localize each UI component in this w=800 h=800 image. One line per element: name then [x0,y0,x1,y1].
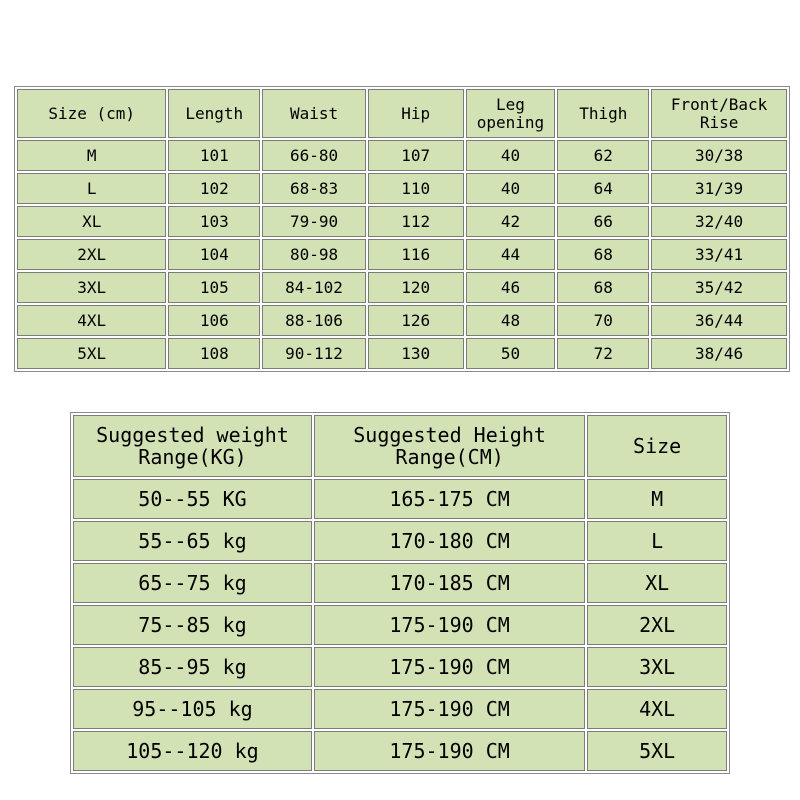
fit-guide-cell: 175-190 CM [314,605,585,645]
size-chart-cell: 64 [557,173,649,204]
size-chart-cell: 3XL [17,272,166,303]
size-chart-cell: 102 [168,173,260,204]
size-chart-cell: 46 [466,272,556,303]
size-chart-cell: L [17,173,166,204]
table-row [73,563,727,603]
fit-guide-cell: 75--85 kg [73,605,312,645]
fit-guide-header-label: Range(KG) [138,445,247,469]
fit-guide-cell: 170-180 CM [314,521,585,561]
size-chart-cell: 50 [466,338,556,369]
size-chart-header-cell [262,89,366,138]
table-row [17,338,787,369]
fit-guide-table [70,412,730,774]
size-chart-cell: 88-106 [262,305,366,336]
fit-guide-cell: 4XL [587,689,727,729]
size-chart-cell: 105 [168,272,260,303]
table-row [17,173,787,204]
size-chart-cell: 80-98 [262,239,366,270]
fit-guide-cell: 175-190 CM [314,689,585,729]
table-row [73,647,727,687]
size-chart-header-cell [368,89,464,138]
fit-guide-cell: 85--95 kg [73,647,312,687]
table-row [17,140,787,171]
fit-guide-header-row [73,415,727,477]
size-chart-cell: 104 [168,239,260,270]
table-row [73,731,727,771]
size-chart-header-label: Rise [699,112,739,132]
size-chart-cell: 68-83 [262,173,366,204]
size-chart-cell: 62 [557,140,649,171]
table-row [17,272,787,303]
size-chart-cell: 31/39 [651,173,787,204]
size-chart-header-label: Hip [401,103,431,123]
fit-guide-cell: 55--65 kg [73,521,312,561]
fit-guide-header-label: Suggested weight [96,423,289,447]
size-chart-cell: 30/38 [651,140,787,171]
fit-guide-cell: 175-190 CM [314,647,585,687]
size-chart-cell: 101 [168,140,260,171]
size-chart-cell: 107 [368,140,464,171]
table-row [73,689,727,729]
size-chart-header-cell [557,89,649,138]
fit-guide-cell: 105--120 kg [73,731,312,771]
size-chart-cell: 38/46 [651,338,787,369]
table-row [17,239,787,270]
size-chart-cell: 40 [466,140,556,171]
table-row [17,206,787,237]
size-chart-cell: 72 [557,338,649,369]
size-chart-header-label: Length [185,103,244,123]
size-chart-cell: 103 [168,206,260,237]
size-chart-cell: 112 [368,206,464,237]
fit-guide-cell: M [587,479,727,519]
size-chart-cell: 116 [368,239,464,270]
size-chart-header-row [17,89,787,138]
fit-guide-header-label: Range(CM) [395,445,504,469]
size-chart-cell: 120 [368,272,464,303]
size-chart-header-cell [168,89,260,138]
size-chart-cell: 68 [557,239,649,270]
fit-guide-cell: 175-190 CM [314,731,585,771]
fit-guide-cell: 50--55 KG [73,479,312,519]
size-chart-cell: 66-80 [262,140,366,171]
size-chart-cell: 42 [466,206,556,237]
fit-guide-cell: 3XL [587,647,727,687]
size-chart-cell: M [17,140,166,171]
size-chart-cell: 126 [368,305,464,336]
size-chart-cell: 36/44 [651,305,787,336]
fit-guide-cell: 65--75 kg [73,563,312,603]
size-chart-header-label: Front/Back [670,94,768,114]
fit-guide-header-cell [314,415,585,477]
table-row [73,521,727,561]
fit-guide-header-cell [587,415,727,477]
size-chart-cell: 106 [168,305,260,336]
size-chart-header-label: Thigh [579,103,628,123]
size-chart-cell: XL [17,206,166,237]
size-chart-cell: 35/42 [651,272,787,303]
size-chart-header-label: opening [476,112,545,132]
size-chart-header-cell [466,89,556,138]
fit-guide-cell: 170-185 CM [314,563,585,603]
fit-guide-cell: XL [587,563,727,603]
size-chart-cell: 79-90 [262,206,366,237]
size-chart-cell: 40 [466,173,556,204]
fit-guide-cell: L [587,521,727,561]
table-row [73,479,727,519]
size-chart-header-label: Waist [289,103,339,123]
fit-guide-cell: 165-175 CM [314,479,585,519]
size-chart-cell: 84-102 [262,272,366,303]
size-chart-cell: 32/40 [651,206,787,237]
size-chart-cell: 33/41 [651,239,787,270]
fit-guide-cell: 95--105 kg [73,689,312,729]
size-chart-cell: 66 [557,206,649,237]
size-chart-cell: 70 [557,305,649,336]
fit-guide-header-label: Suggested Height [353,423,546,447]
size-chart-cell: 110 [368,173,464,204]
fit-guide-header-cell [73,415,312,477]
size-chart-cell: 68 [557,272,649,303]
size-chart-header-cell [17,89,166,138]
table-row [17,305,787,336]
size-chart-cell: 5XL [17,338,166,369]
fit-guide-cell: 2XL [587,605,727,645]
size-chart-table [14,86,790,372]
fit-guide-cell: 5XL [587,731,727,771]
size-chart-cell: 2XL [17,239,166,270]
size-chart-cell: 4XL [17,305,166,336]
size-chart-cell: 44 [466,239,556,270]
size-chart-header-cell [651,89,787,138]
table-row [73,605,727,645]
fit-guide-header-label: Size [633,434,682,458]
size-chart-cell: 130 [368,338,464,369]
size-chart-cell: 48 [466,305,556,336]
size-chart-cell: 90-112 [262,338,366,369]
size-chart-cell: 108 [168,338,260,369]
size-chart-header-label: Size (cm) [48,103,136,123]
size-chart-header-label: Leg [496,94,525,114]
